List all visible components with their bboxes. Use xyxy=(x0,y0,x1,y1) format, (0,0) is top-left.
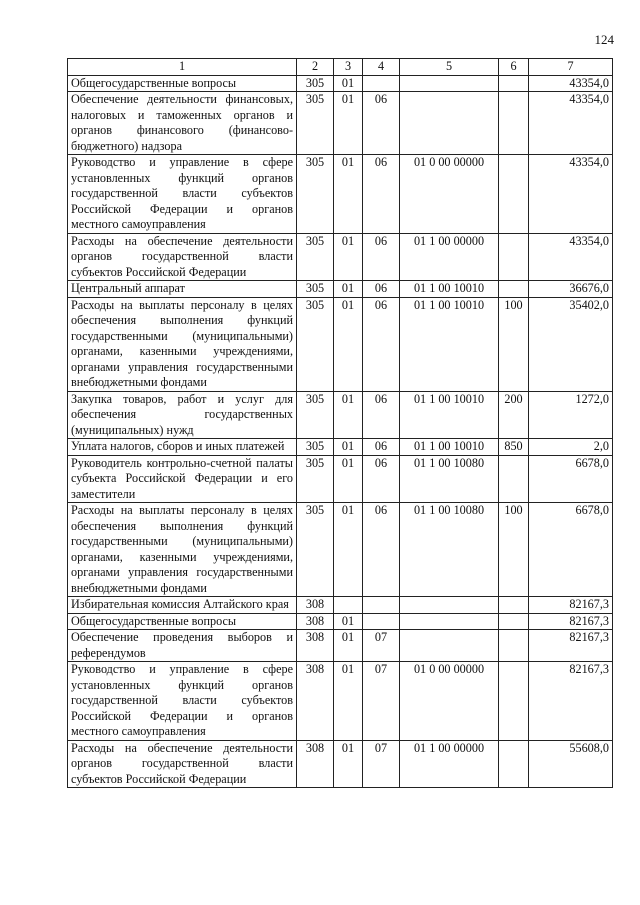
table-row xyxy=(68,297,613,391)
row-amount-cell: 55608,0 xyxy=(529,740,613,788)
row-name-cell: Обеспечение деятельности финансовых, налоговых и таможенных органов и органов финансового (финансово-бюджетного) надзора xyxy=(68,92,297,155)
row-amount-cell: 1272,0 xyxy=(529,391,613,439)
row-section-cell: 01 xyxy=(334,233,363,281)
row-section-cell: 01 xyxy=(334,75,363,92)
row-target-article-cell xyxy=(400,92,499,155)
row-expense-type-cell xyxy=(499,281,529,298)
row-section-cell: 01 xyxy=(334,740,363,788)
row-amount-cell: 82167,3 xyxy=(529,630,613,662)
row-subsection-cell xyxy=(363,597,400,614)
table-row xyxy=(68,740,613,788)
row-section-cell: 01 xyxy=(334,630,363,662)
row-expense-type-cell: 100 xyxy=(499,503,529,597)
row-code-cell: 305 xyxy=(297,503,334,597)
row-amount-cell: 82167,3 xyxy=(529,613,613,630)
row-target-article-cell: 01 1 00 10010 xyxy=(400,281,499,298)
table-row xyxy=(68,455,613,503)
row-expense-type-cell xyxy=(499,613,529,630)
row-code-cell: 308 xyxy=(297,740,334,788)
row-subsection-cell: 07 xyxy=(363,630,400,662)
row-amount-cell: 2,0 xyxy=(529,439,613,456)
row-expense-type-cell: 850 xyxy=(499,439,529,456)
row-amount-cell: 43354,0 xyxy=(529,75,613,92)
header-cell: 2 xyxy=(297,59,334,76)
row-code-cell: 305 xyxy=(297,233,334,281)
row-code-cell: 305 xyxy=(297,281,334,298)
row-amount-cell: 43354,0 xyxy=(529,92,613,155)
row-name-cell: Руководство и управление в сфере установленных функций органов государственной власти субъектов Российской Федерации и органов местного самоуправления xyxy=(68,662,297,741)
row-expense-type-cell xyxy=(499,597,529,614)
table-row xyxy=(68,92,613,155)
table-row xyxy=(68,281,613,298)
row-target-article-cell xyxy=(400,597,499,614)
row-amount-cell: 36676,0 xyxy=(529,281,613,298)
row-expense-type-cell xyxy=(499,233,529,281)
header-cell: 5 xyxy=(400,59,499,76)
row-name-cell: Расходы на обеспечение деятельности органов государственной власти субъектов Российской Федерации xyxy=(68,233,297,281)
row-name-cell: Избирательная комиссия Алтайского края xyxy=(68,597,297,614)
row-section-cell: 01 xyxy=(334,155,363,234)
row-name-cell: Центральный аппарат xyxy=(68,281,297,298)
row-section-cell: 01 xyxy=(334,391,363,439)
row-target-article-cell: 01 0 00 00000 xyxy=(400,155,499,234)
row-code-cell: 305 xyxy=(297,439,334,456)
row-code-cell: 305 xyxy=(297,75,334,92)
row-target-article-cell xyxy=(400,75,499,92)
row-target-article-cell: 01 1 00 10010 xyxy=(400,391,499,439)
row-subsection-cell xyxy=(363,75,400,92)
row-code-cell: 308 xyxy=(297,662,334,741)
row-name-cell: Общегосударственные вопросы xyxy=(68,75,297,92)
row-target-article-cell: 01 1 00 10010 xyxy=(400,297,499,391)
table-row xyxy=(68,613,613,630)
row-name-cell: Обеспечение проведения выборов и референдумов xyxy=(68,630,297,662)
row-name-cell: Расходы на обеспечение деятельности органов государственной власти субъектов Российской Федерации xyxy=(68,740,297,788)
row-expense-type-cell xyxy=(499,630,529,662)
row-expense-type-cell xyxy=(499,455,529,503)
row-section-cell: 01 xyxy=(334,92,363,155)
row-name-cell: Закупка товаров, работ и услуг для обеспечения государственных (муниципальных) нужд xyxy=(68,391,297,439)
table-row xyxy=(68,75,613,92)
row-name-cell: Руководитель контрольно-счетной палаты субъекта Российской Федерации и его заместители xyxy=(68,455,297,503)
table-row xyxy=(68,630,613,662)
row-amount-cell: 43354,0 xyxy=(529,233,613,281)
row-name-cell: Руководство и управление в сфере установленных функций органов государственной власти субъектов Российской Федерации и органов местного самоуправления xyxy=(68,155,297,234)
row-section-cell: 01 xyxy=(334,503,363,597)
row-expense-type-cell xyxy=(499,92,529,155)
table-row xyxy=(68,597,613,614)
row-subsection-cell: 06 xyxy=(363,439,400,456)
table-row xyxy=(68,233,613,281)
row-subsection-cell: 06 xyxy=(363,233,400,281)
table-row xyxy=(68,662,613,741)
row-code-cell: 305 xyxy=(297,92,334,155)
row-section-cell: 01 xyxy=(334,439,363,456)
row-section-cell: 01 xyxy=(334,613,363,630)
row-expense-type-cell xyxy=(499,662,529,741)
row-code-cell: 305 xyxy=(297,455,334,503)
table-row xyxy=(68,391,613,439)
row-expense-type-cell xyxy=(499,740,529,788)
row-amount-cell: 35402,0 xyxy=(529,297,613,391)
row-target-article-cell: 01 0 00 00000 xyxy=(400,662,499,741)
row-section-cell: 01 xyxy=(334,662,363,741)
row-subsection-cell: 06 xyxy=(363,455,400,503)
table-row xyxy=(68,155,613,234)
row-amount-cell: 6678,0 xyxy=(529,455,613,503)
row-section-cell: 01 xyxy=(334,281,363,298)
row-name-cell: Расходы на выплаты персоналу в целях обеспечения выполнения функций государственными (муниципальными) органами, казенными учреждениями, органами управления государственными внебюджетными фондами xyxy=(68,297,297,391)
table-row xyxy=(68,439,613,456)
row-target-article-cell xyxy=(400,630,499,662)
row-amount-cell: 43354,0 xyxy=(529,155,613,234)
row-section-cell xyxy=(334,597,363,614)
header-cell: 7 xyxy=(529,59,613,76)
row-code-cell: 308 xyxy=(297,613,334,630)
table-row xyxy=(68,503,613,597)
row-expense-type-cell: 100 xyxy=(499,297,529,391)
row-code-cell: 308 xyxy=(297,597,334,614)
row-amount-cell: 82167,3 xyxy=(529,662,613,741)
row-expense-type-cell xyxy=(499,75,529,92)
row-target-article-cell: 01 1 00 10080 xyxy=(400,455,499,503)
budget-table xyxy=(67,58,613,788)
row-name-cell: Уплата налогов, сборов и иных платежей xyxy=(68,439,297,456)
row-expense-type-cell xyxy=(499,155,529,234)
row-amount-cell: 6678,0 xyxy=(529,503,613,597)
row-amount-cell: 82167,3 xyxy=(529,597,613,614)
row-subsection-cell: 06 xyxy=(363,155,400,234)
row-target-article-cell: 01 1 00 00000 xyxy=(400,740,499,788)
row-subsection-cell: 06 xyxy=(363,503,400,597)
row-subsection-cell: 07 xyxy=(363,740,400,788)
row-target-article-cell: 01 1 00 10010 xyxy=(400,439,499,456)
row-code-cell: 308 xyxy=(297,630,334,662)
header-cell: 3 xyxy=(334,59,363,76)
header-cell: 6 xyxy=(499,59,529,76)
table-header-row xyxy=(68,59,613,76)
row-subsection-cell: 07 xyxy=(363,662,400,741)
row-code-cell: 305 xyxy=(297,155,334,234)
page-number: 124 xyxy=(594,32,614,47)
row-subsection-cell: 06 xyxy=(363,297,400,391)
row-code-cell: 305 xyxy=(297,297,334,391)
row-expense-type-cell: 200 xyxy=(499,391,529,439)
row-code-cell: 305 xyxy=(297,391,334,439)
row-subsection-cell: 06 xyxy=(363,281,400,298)
row-name-cell: Общегосударственные вопросы xyxy=(68,613,297,630)
row-subsection-cell: 06 xyxy=(363,92,400,155)
row-target-article-cell xyxy=(400,613,499,630)
row-subsection-cell xyxy=(363,613,400,630)
row-subsection-cell: 06 xyxy=(363,391,400,439)
row-section-cell: 01 xyxy=(334,297,363,391)
row-target-article-cell: 01 1 00 10080 xyxy=(400,503,499,597)
header-cell: 4 xyxy=(363,59,400,76)
row-target-article-cell: 01 1 00 00000 xyxy=(400,233,499,281)
row-section-cell: 01 xyxy=(334,455,363,503)
header-cell: 1 xyxy=(68,59,297,76)
row-name-cell: Расходы на выплаты персоналу в целях обеспечения выполнения функций государственными (муниципальными) органами, казенными учреждениями, органами управления государственными внебюджетными фондами xyxy=(68,503,297,597)
